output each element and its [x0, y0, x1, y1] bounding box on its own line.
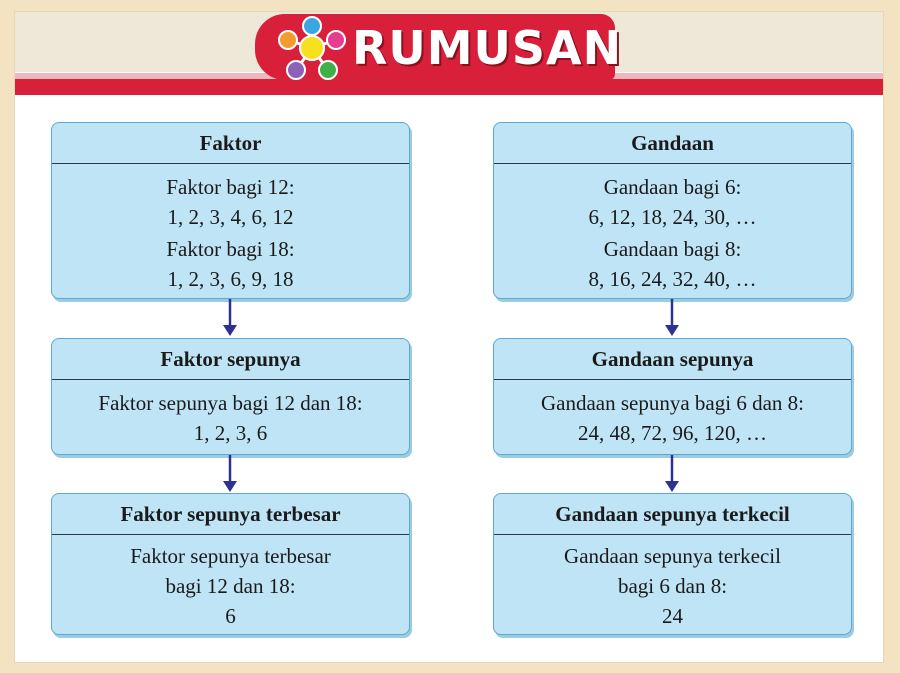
multiple-6-label: Gandaan bagi 6: — [603, 175, 742, 199]
down-arrow-icon — [665, 455, 679, 493]
common-factor-box — [51, 338, 410, 455]
multiple-box — [493, 122, 852, 299]
hcf-box-title: Faktor sepunya terbesar — [52, 494, 409, 535]
down-arrow-icon — [223, 455, 237, 493]
common-factor-box-title: Faktor sepunya — [52, 339, 409, 380]
factor-12-label: Faktor bagi 12: — [166, 175, 295, 199]
common-multiple-box-title: Gandaan sepunya — [494, 339, 851, 380]
lcm-line2: bagi 6 dan 8: — [617, 574, 728, 598]
factor-12-values: 1, 2, 3, 4, 6, 12 — [167, 205, 294, 229]
hcf-line1: Faktor sepunya terbesar — [130, 544, 331, 568]
multiple-8-values: 8, 16, 24, 32, 40, … — [588, 267, 757, 291]
multiple-6-values: 6, 12, 18, 24, 30, … — [588, 205, 757, 229]
down-arrow-icon — [665, 299, 679, 337]
multiple-8-label: Gandaan bagi 8: — [603, 237, 742, 261]
lcm-box — [493, 493, 852, 635]
hcf-line2: bagi 12 dan 18: — [165, 574, 296, 598]
common-factor-values: 1, 2, 3, 6 — [193, 421, 268, 445]
multiple-box-body — [494, 164, 851, 294]
factor-box — [51, 122, 410, 299]
hcf-box — [51, 493, 410, 635]
lcm-box-body — [494, 535, 851, 631]
lcm-line1: Gandaan sepunya terkecil — [564, 544, 781, 568]
factor-18-values: 1, 2, 3, 6, 9, 18 — [167, 267, 294, 291]
down-arrow-icon — [223, 299, 237, 337]
molecule-logo-icon — [272, 14, 350, 82]
multiple-box-title: Gandaan — [494, 123, 851, 164]
common-multiple-label: Gandaan sepunya bagi 6 dan 8: — [540, 391, 804, 415]
common-multiple-values: 24, 48, 72, 96, 120, … — [578, 421, 767, 445]
factor-box-body — [52, 164, 409, 294]
hcf-value: 6 — [225, 604, 236, 628]
common-multiple-box — [493, 338, 852, 455]
common-factor-label: Faktor sepunya bagi 12 dan 18: — [98, 391, 363, 415]
lcm-box-title: Gandaan sepunya terkecil — [494, 494, 851, 535]
factor-18-label: Faktor bagi 18: — [166, 237, 295, 261]
header-rule — [15, 79, 883, 95]
page-title: RUMUSAN — [352, 21, 623, 75]
factor-box-title: Faktor — [52, 123, 409, 164]
hcf-box-body — [52, 535, 409, 631]
lcm-value: 24 — [662, 604, 683, 628]
common-multiple-box-body — [494, 380, 851, 448]
common-factor-box-body — [52, 380, 409, 448]
